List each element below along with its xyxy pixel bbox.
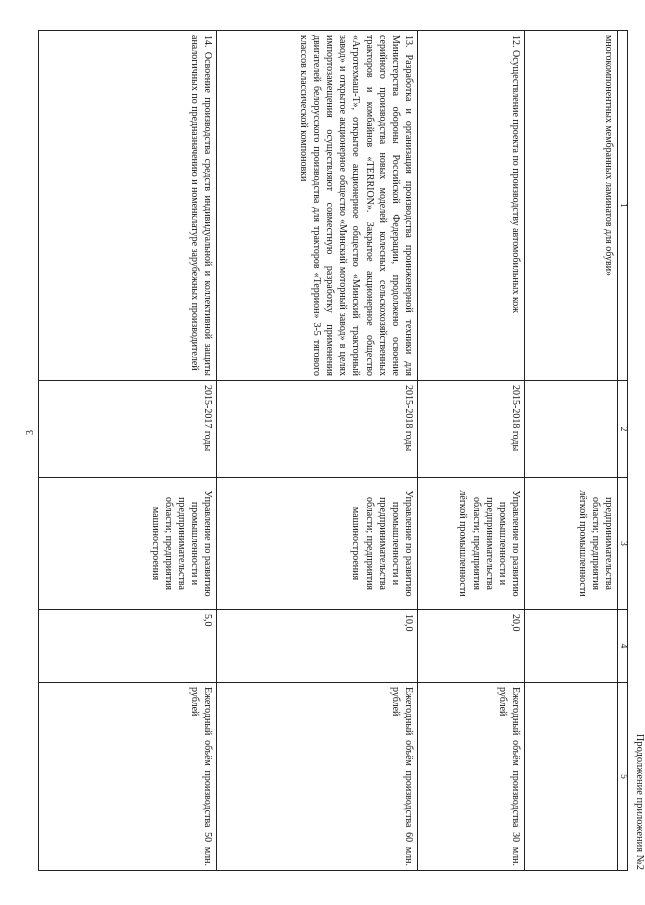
column-header: 2 — [618, 381, 628, 478]
amount-cell: 10,0 — [217, 610, 418, 683]
measure-cell: 13. Разработка и организация производства проинженерной техники для Министерства обороны Российской Федерации, продолжено освоение серийного производства новых моделей колесных сельскохозяйственных тракторов и комбайнов «TERRION». Закрытое акционерное общество «Агротехмаш-Т», открытое акционерное общество «Минский тракторный завод» и открытое акционерное общество «Минский моторный завод» в целях импортозамещения осуществляют совместную разработку применения двигателей белорусского производства для тракторов «Террион» 3-5 тягового классов классической компоновки — [217, 31, 418, 381]
rotated-page — [38, 30, 645, 870]
program-table — [38, 30, 628, 871]
period-cell — [525, 381, 618, 478]
result-cell: Ежегодный объём производства 60 млн. рублей — [217, 683, 418, 871]
column-header: 4 — [618, 610, 628, 683]
table-header-row — [618, 31, 628, 871]
column-header: 3 — [618, 478, 628, 610]
responsible-cell: Управление по развитию промышленности и предпринимательства области; предприятия машиностроения — [217, 478, 418, 610]
table-row — [217, 31, 418, 871]
column-header: 5 — [618, 683, 628, 871]
period-cell: 2015-2017 годы — [39, 381, 217, 478]
table-row — [525, 31, 618, 871]
responsible-cell: Управление по развитию промышленности и предпринимательства области; предприятия машиностроения — [39, 478, 217, 610]
period-cell: 2015-2018 годы — [418, 381, 525, 478]
responsible-cell: предпринимательства области; предприятия лёгкой промышленности — [525, 478, 618, 610]
page-number: 3 — [25, 430, 36, 435]
table-row — [418, 31, 525, 871]
measure-cell: многокомпонентных мембранных ламинатов для обуви» — [525, 31, 618, 381]
result-cell — [525, 683, 618, 871]
amount-cell: 20,0 — [418, 610, 525, 683]
period-cell: 2015-2018 годы — [217, 381, 418, 478]
appendix-caption: Продолжение приложения №2 — [634, 733, 645, 870]
responsible-cell: Управление по развитию промышленности и предпринимательства области; предприятия лёгкой промышленности — [418, 478, 525, 610]
table-row — [39, 31, 217, 871]
measure-cell: 14. Освоение производства средств индивидуальной и коллективной защиты аналогичных по предназначению и номенклатуре зарубежных производителей — [39, 31, 217, 381]
result-cell: Ежегодный объём производства 30 млн. рублей — [418, 683, 525, 871]
column-header: 1 — [618, 31, 628, 381]
result-cell: Ежегодный объём производства 50 млн. рублей — [39, 683, 217, 871]
amount-cell — [525, 610, 618, 683]
measure-cell: 12. Осуществление проекта по производству автомобильных кож — [418, 31, 525, 381]
amount-cell: 5,0 — [39, 610, 217, 683]
